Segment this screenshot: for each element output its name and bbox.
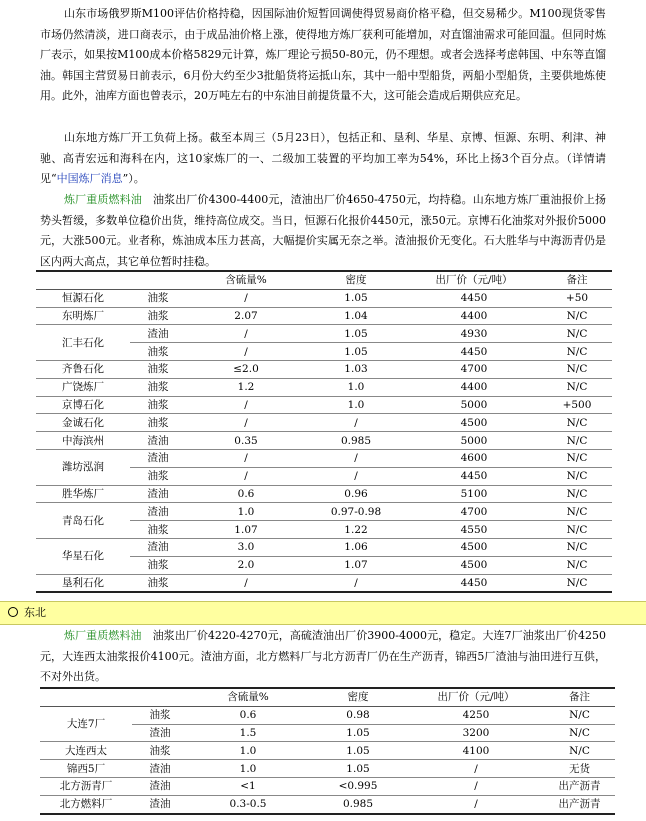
density-cell: 1.05	[306, 325, 406, 343]
sulfur-cell: /	[186, 467, 306, 485]
sulfur-cell: 1.07	[186, 521, 306, 539]
paragraph-text-end: ”）。	[122, 172, 145, 186]
note-cell: 无货	[544, 760, 615, 778]
note-cell: +50	[542, 289, 612, 307]
note-cell: N/C	[544, 724, 615, 742]
column-header: 含硫量%	[186, 271, 306, 289]
density-cell: 1.0	[306, 378, 406, 396]
sulfur-cell: /	[186, 289, 306, 307]
table-row	[36, 396, 612, 414]
sulfur-cell: 2.07	[186, 307, 306, 325]
region-header-northeast	[0, 601, 646, 625]
price-cell: 5100	[406, 485, 542, 503]
sulfur-cell: 0.6	[186, 485, 306, 503]
note-cell: N/C	[542, 325, 612, 343]
density-cell: /	[306, 449, 406, 467]
price-cell: 4500	[406, 538, 542, 556]
density-cell: 0.97-0.98	[306, 503, 406, 521]
refinery-name-cell: 中海滨州	[36, 432, 130, 450]
sulfur-cell: 2.0	[186, 556, 306, 574]
type-cell: 油浆	[130, 343, 186, 361]
table-row	[40, 706, 615, 724]
density-cell: 0.96	[306, 485, 406, 503]
note-cell: N/C	[542, 449, 612, 467]
refinery-name-cell: 垦利石化	[36, 574, 130, 592]
table-row	[36, 503, 612, 521]
sulfur-cell: /	[186, 449, 306, 467]
refinery-name-cell: 汇丰石化	[36, 325, 130, 361]
density-cell: 0.985	[308, 795, 408, 813]
price-cell: /	[408, 760, 544, 778]
refinery-news-link[interactable]: 中国炼厂消息	[56, 172, 123, 186]
table-header-row	[40, 688, 615, 706]
density-cell: 1.04	[306, 307, 406, 325]
paragraph-northeast-fuel	[40, 626, 606, 688]
refinery-name-cell: 北方沥青厂	[40, 777, 132, 795]
price-cell: 4400	[406, 307, 542, 325]
table-row	[36, 360, 612, 378]
note-cell: 出产沥青	[544, 777, 615, 795]
table-row	[36, 378, 612, 396]
density-cell: 1.22	[306, 521, 406, 539]
density-cell: 1.0	[306, 396, 406, 414]
refinery-name-cell: 大连7厂	[40, 706, 132, 742]
sulfur-cell: 0.6	[188, 706, 308, 724]
price-cell: /	[408, 777, 544, 795]
type-cell: 渣油	[132, 795, 188, 813]
type-cell: 渣油	[132, 760, 188, 778]
density-cell: <0.995	[308, 777, 408, 795]
price-cell: 4100	[408, 742, 544, 760]
type-cell: 渣油	[130, 538, 186, 556]
refinery-name-cell: 华星石化	[36, 538, 130, 574]
type-cell: 渣油	[130, 325, 186, 343]
sulfur-cell: 1.2	[186, 378, 306, 396]
section-label-heavy-fuel: 炼厂重质燃料油	[64, 193, 142, 206]
sulfur-cell: 1.0	[188, 760, 308, 778]
refinery-name-cell: 潍坊泓润	[36, 449, 130, 485]
density-cell: 1.05	[306, 289, 406, 307]
column-header	[130, 271, 186, 289]
price-cell: /	[408, 795, 544, 813]
price-cell: 4450	[406, 289, 542, 307]
type-cell: 油浆	[130, 360, 186, 378]
price-cell: 4600	[406, 449, 542, 467]
price-cell: 4500	[406, 556, 542, 574]
note-cell: N/C	[542, 343, 612, 361]
sulfur-cell: 3.0	[186, 538, 306, 556]
table-row	[36, 432, 612, 450]
note-cell: N/C	[542, 485, 612, 503]
density-cell: 1.05	[308, 760, 408, 778]
paragraph-heavy-fuel	[40, 190, 606, 272]
table-header-row	[36, 271, 612, 289]
type-cell: 渣油	[130, 449, 186, 467]
table-row	[36, 485, 612, 503]
density-cell: 1.06	[306, 538, 406, 556]
price-cell: 4700	[406, 503, 542, 521]
density-cell: /	[306, 467, 406, 485]
paragraph-text: 山东市场俄罗斯M100评估价格持稳，因国际油价短暂回调使得贸易商价格平稳，但交易稀少。M100现货零售市场仍然清淡，进口商表示，由于成品油价格上涨，使得地方炼厂获利可能增加，对直馏油需求可能回温。但同时炼厂表示，如果按M100成本价格5829元计算，炼厂理论亏损50-80元，仍不理想。或者会选择考虑韩国、中东等直馏油。韩国主营贸易日前表示，6月份大约至少3批船货将运抵山东，其中一船中型船货，两船小型船货，主要供地炼使用。此外，油库方面也曾表示，20万吨左右的中东油目前提货量不大，这可能会造成后期供应充足。	[40, 7, 606, 103]
type-cell: 油浆	[132, 742, 188, 760]
note-cell: N/C	[542, 503, 612, 521]
column-header: 出厂价（元/吨）	[408, 688, 544, 706]
note-cell: N/C	[542, 414, 612, 432]
paragraph-text: 油浆出厂价4220-4270元，高硫渣油出厂价3900-4000元，稳定。大连7厂油浆出厂价4250元，大连西太油浆报价4100元。渣油方面，北方燃料厂与北方沥青厂仍在生产沥青，锦西5厂渣油与油田进行互供，不对外出货。	[40, 629, 607, 684]
type-cell: 油浆	[130, 289, 186, 307]
sulfur-cell: /	[186, 574, 306, 592]
price-cell: 3200	[408, 724, 544, 742]
note-cell: N/C	[542, 556, 612, 574]
table-row	[36, 289, 612, 307]
type-cell: 油浆	[130, 414, 186, 432]
density-cell: 1.05	[308, 742, 408, 760]
type-cell: 渣油	[130, 485, 186, 503]
northeast-price-table	[40, 687, 615, 815]
density-cell: 1.05	[306, 343, 406, 361]
table-row	[40, 795, 615, 813]
price-cell: 4450	[406, 467, 542, 485]
note-cell: N/C	[542, 432, 612, 450]
density-cell: /	[306, 414, 406, 432]
column-header	[40, 688, 132, 706]
type-cell: 油浆	[130, 378, 186, 396]
note-cell: N/C	[542, 467, 612, 485]
note-cell: 出产沥青	[544, 795, 615, 813]
sulfur-cell: 1.0	[186, 503, 306, 521]
price-cell: 4250	[408, 706, 544, 724]
density-cell: /	[306, 574, 406, 592]
note-cell: N/C	[542, 378, 612, 396]
type-cell: 油浆	[130, 396, 186, 414]
refinery-name-cell: 广饶炼厂	[36, 378, 130, 396]
table-row	[36, 449, 612, 467]
price-cell: 5000	[406, 432, 542, 450]
column-header	[36, 271, 130, 289]
table-row	[40, 760, 615, 778]
column-header: 密度	[308, 688, 408, 706]
price-cell: 4450	[406, 574, 542, 592]
table-row	[36, 325, 612, 343]
column-header: 备注	[544, 688, 615, 706]
paragraph-m100-market	[40, 4, 606, 107]
sulfur-cell: /	[186, 343, 306, 361]
price-cell: 4550	[406, 521, 542, 539]
price-cell: 4400	[406, 378, 542, 396]
table-row	[36, 538, 612, 556]
sulfur-cell: 1.0	[188, 742, 308, 760]
type-cell: 油浆	[130, 574, 186, 592]
table-row	[36, 414, 612, 432]
density-cell: 1.05	[308, 724, 408, 742]
column-header	[132, 688, 188, 706]
column-header: 备注	[542, 271, 612, 289]
column-header: 密度	[306, 271, 406, 289]
refinery-name-cell: 恒源石化	[36, 289, 130, 307]
table-row	[36, 307, 612, 325]
paragraph-refinery-load	[40, 128, 606, 190]
refinery-name-cell: 京博石化	[36, 396, 130, 414]
density-cell: 1.03	[306, 360, 406, 378]
price-cell: 4930	[406, 325, 542, 343]
sulfur-cell: 0.3-0.5	[188, 795, 308, 813]
table-row	[36, 574, 612, 592]
column-header: 出厂价（元/吨）	[406, 271, 542, 289]
type-cell: 油浆	[130, 307, 186, 325]
type-cell: 油浆	[130, 521, 186, 539]
note-cell: N/C	[542, 521, 612, 539]
type-cell: 油浆	[130, 556, 186, 574]
refinery-name-cell: 东明炼厂	[36, 307, 130, 325]
paragraph-text: 油浆出厂价4300-4400元，渣油出厂价4650-4750元，均持稳。山东地方炼厂重油报价上扬势头暂缓，多数单位稳价出货，维持高位成交。当日，恒源石化报价4450元，涨50元。京博石化油浆对外报价5000元，大涨500元。业者称，炼油成本压力甚高，大幅提价实属无奈之举。渣油报价无变化。石大胜华与中海沥青仍是区内两大高点，其它单位暂时挂稳。	[40, 193, 607, 268]
note-cell: N/C	[542, 574, 612, 592]
price-cell: 4450	[406, 343, 542, 361]
type-cell: 渣油	[130, 503, 186, 521]
circle-bullet-icon	[8, 607, 18, 617]
sulfur-cell: 1.5	[188, 724, 308, 742]
region-title: 东北	[24, 606, 46, 619]
type-cell: 油浆	[130, 467, 186, 485]
refinery-name-cell: 胜华炼厂	[36, 485, 130, 503]
refinery-name-cell: 北方燃料厂	[40, 795, 132, 813]
refinery-name-cell: 锦西5厂	[40, 760, 132, 778]
note-cell: N/C	[542, 360, 612, 378]
table-row	[40, 777, 615, 795]
density-cell: 0.985	[306, 432, 406, 450]
note-cell: N/C	[544, 742, 615, 760]
sulfur-cell: ≤2.0	[186, 360, 306, 378]
type-cell: 渣油	[132, 777, 188, 795]
price-cell: 4500	[406, 414, 542, 432]
refinery-name-cell: 金诚石化	[36, 414, 130, 432]
type-cell: 渣油	[130, 432, 186, 450]
note-cell: N/C	[544, 706, 615, 724]
density-cell: 1.07	[306, 556, 406, 574]
note-cell: N/C	[542, 307, 612, 325]
note-cell: +500	[542, 396, 612, 414]
refinery-name-cell: 大连西太	[40, 742, 132, 760]
refinery-name-cell: 齐鲁石化	[36, 360, 130, 378]
sulfur-cell: /	[186, 325, 306, 343]
price-cell: 4700	[406, 360, 542, 378]
table-row	[40, 742, 615, 760]
density-cell: 0.98	[308, 706, 408, 724]
note-cell: N/C	[542, 538, 612, 556]
section-label-heavy-fuel: 炼厂重质燃料油	[64, 629, 142, 642]
sulfur-cell: /	[186, 396, 306, 414]
shandong-price-table	[36, 270, 612, 593]
price-cell: 5000	[406, 396, 542, 414]
sulfur-cell: <1	[188, 777, 308, 795]
type-cell: 渣油	[132, 724, 188, 742]
sulfur-cell: 0.35	[186, 432, 306, 450]
refinery-name-cell: 青岛石化	[36, 503, 130, 539]
column-header: 含硫量%	[188, 688, 308, 706]
sulfur-cell: /	[186, 414, 306, 432]
type-cell: 油浆	[132, 706, 188, 724]
paragraph-text: 山东地方炼厂开工负荷上扬。截至本周三（5月23日），包括正和、垦利、华星、京博、恒源、东明、利津、神驰、高青宏远和海科在内，这10家炼厂的一、二级加工装置的平均加工率为54%，环比上扬3个百分点。（详情请见“	[40, 131, 606, 186]
